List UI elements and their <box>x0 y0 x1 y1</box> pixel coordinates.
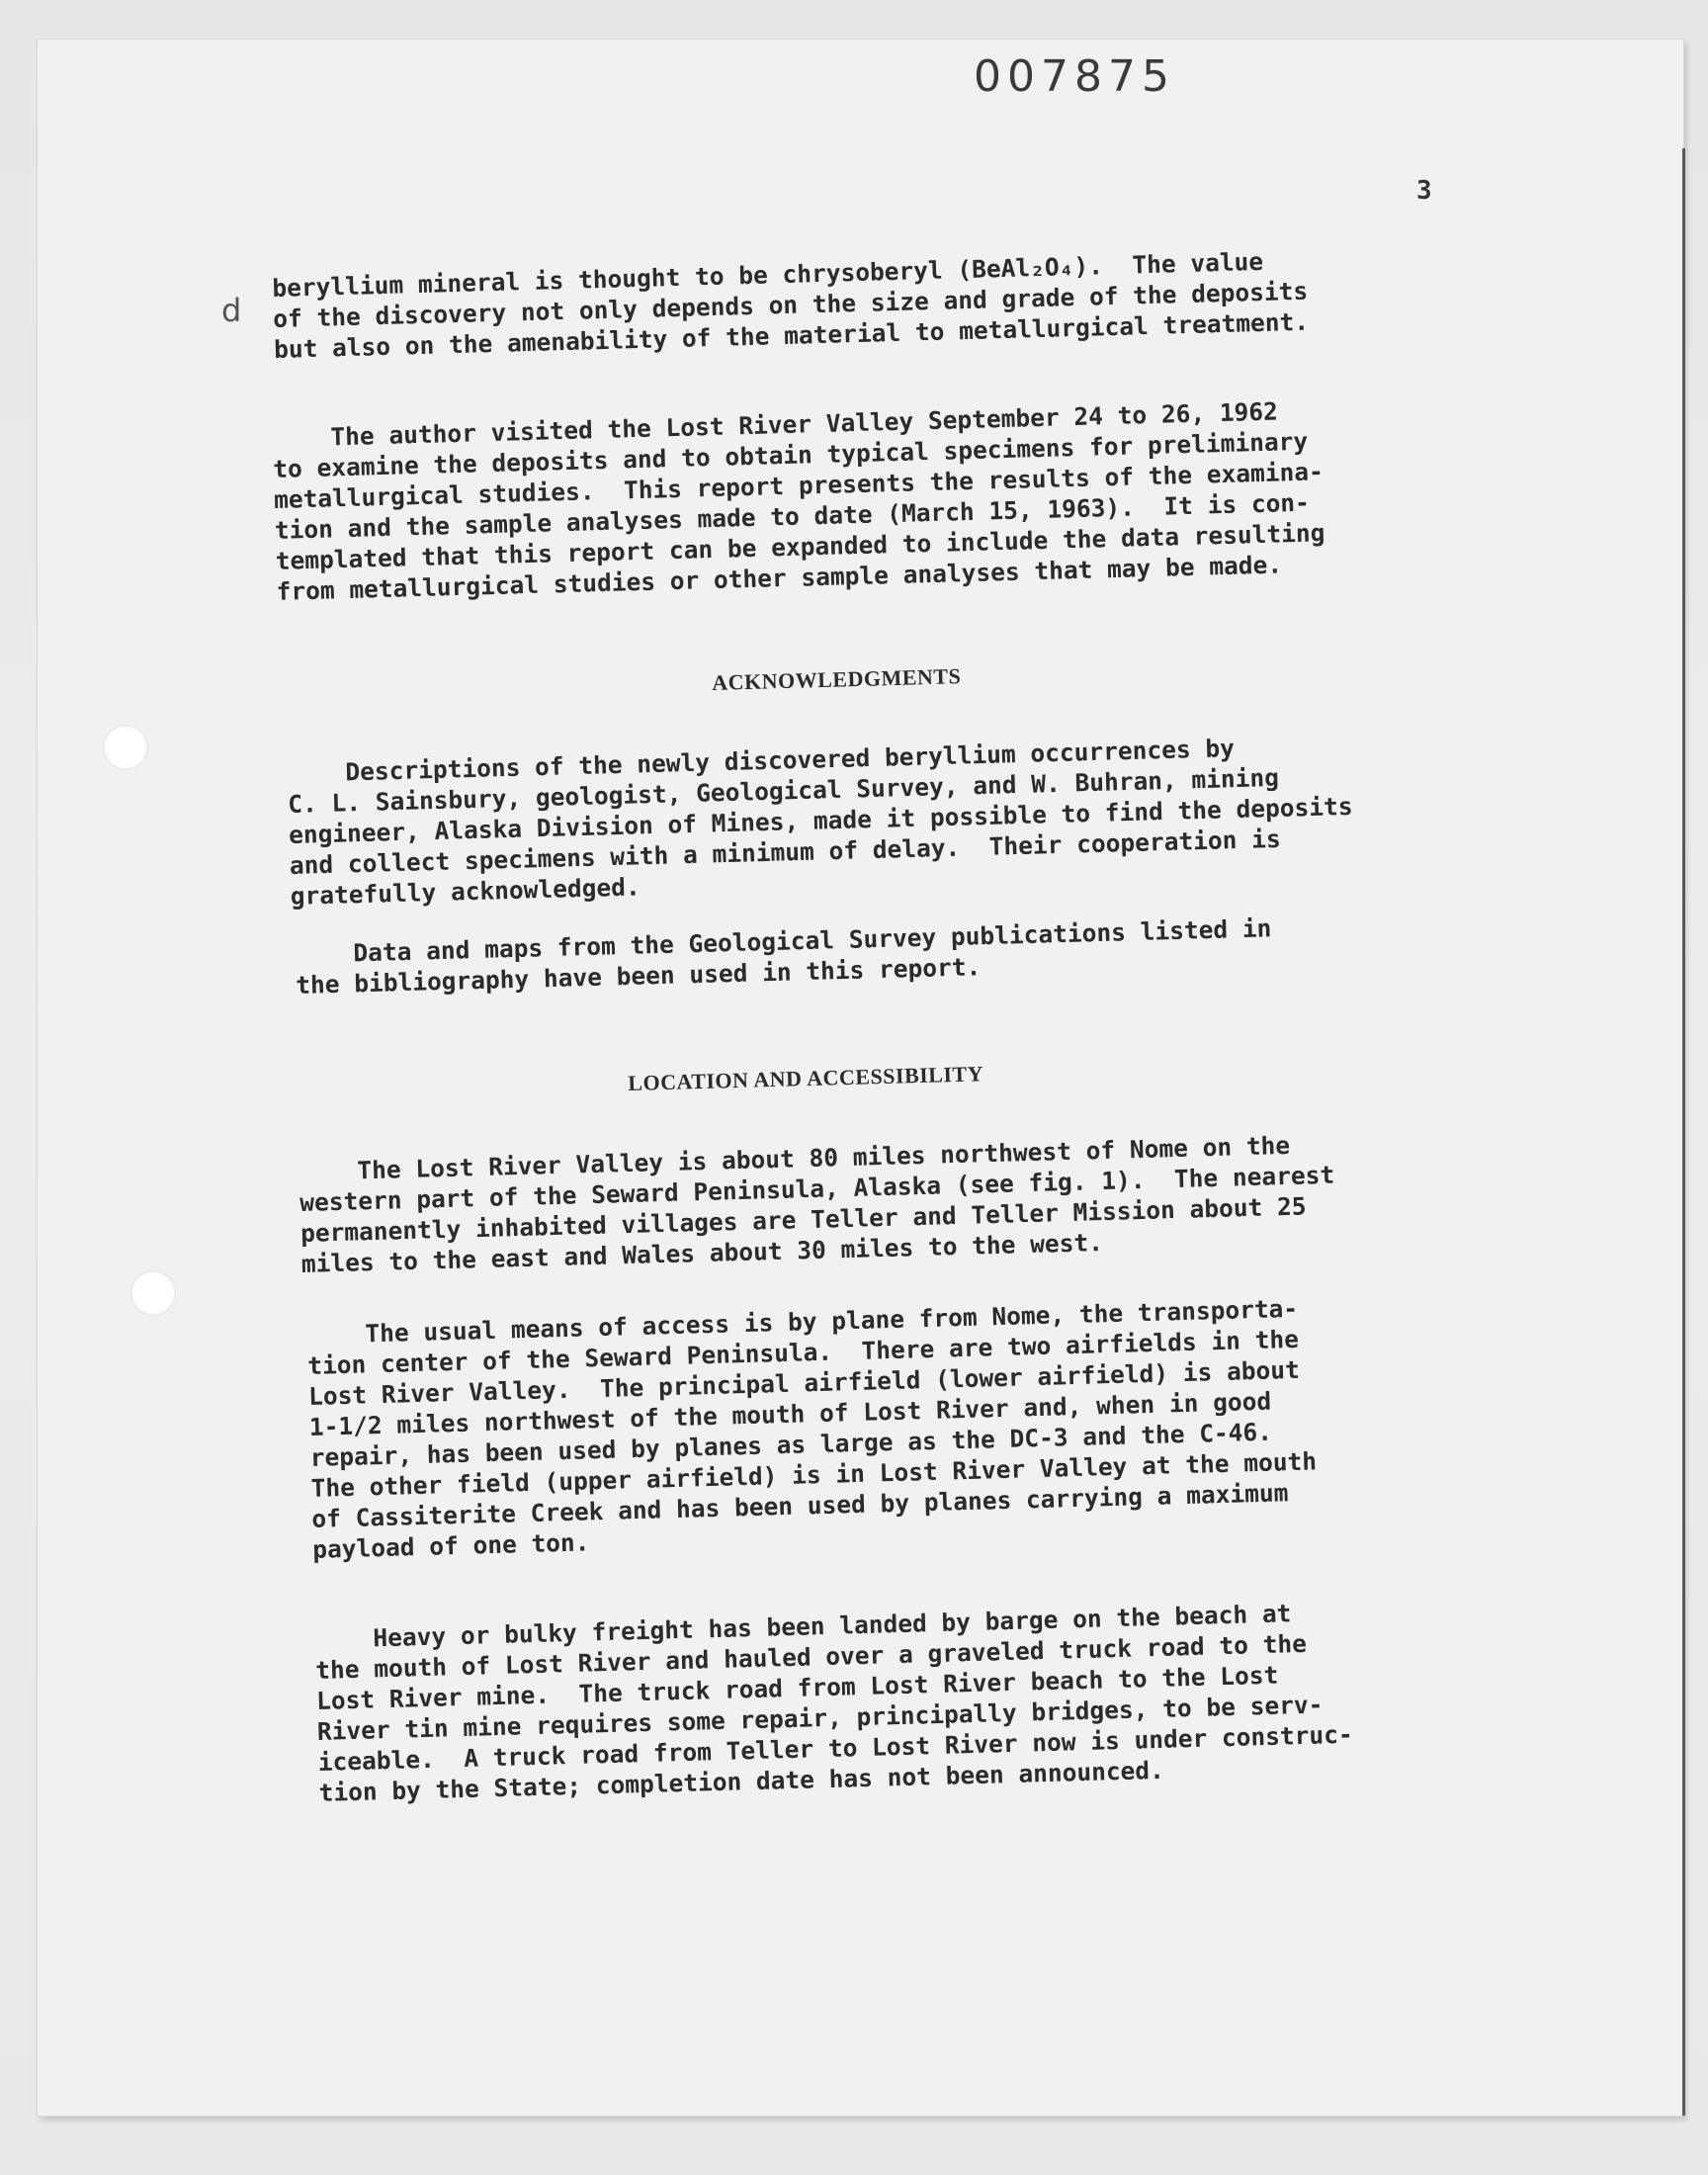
punch-hole-bottom <box>130 1270 176 1316</box>
paragraph-beryllium-mineral: beryllium mineral is thought to be chrysoberyl (BeAl₂O₄). The value of the discovery not only depends on the size and grade of the deposits but also on the amenability of the material to metallurgical treatment. <box>272 246 1310 364</box>
paragraph-author-visit: The author visited the Lost River Valley September 24 to 26, 1962 to examine the deposits and to obtain typical specimens for preliminary metallurgical studies. This report presents the results of the examina- tion and the sample analyses made to date (March 15, 1963). It is con- templated that this report can be expanded to include the data resulting from metallurgical studies or other sample analyses that may be made. <box>272 396 1325 606</box>
punch-hole-top <box>103 725 148 770</box>
page-edge-shadow <box>1682 148 1685 2116</box>
heading-location-accessibility: LOCATION AND ACCESSIBILITY <box>628 1061 984 1095</box>
paragraph-descriptions: Descriptions of the newly discovered beryllium occurrences by C. L. Sainsbury, geologist, Geological Survey, and W. Buhran, mining engineer, Alaska Division of Mines, made it possible to find the deposits and collect specimens with a minimum of delay. Their cooperation is gratefully acknowledged. <box>287 734 1353 911</box>
paragraph-means-of-access: The usual means of access is by plane from Nome, the transporta- tion center of the Seward Peninsula. There are two airfields in the Lost River Valley. The principal airfield (lower airfield) is about 1-1/2 miles northwest of the mouth of Lost River and, when in good repair, has been used by planes as large as the DC-3 and the C-46. The other field (upper airfield) is in Lost River Valley at the mouth of Cassiterite Creek and has been used by planes carrying a maximum payload of one ton. <box>306 1293 1318 1564</box>
paragraph-heavy-freight: Heavy or bulky freight has been landed by barge on the beach at the mouth of Lost River and hauled over a graveled truck road to the Lost River mine. The truck road from Lost River beach to the Lost River tin mine requires some repair, principally bridges, to be serv- iceable. A truck road from Teller to Lost River now is under construc- tion by the State; completion date has not been announced. <box>314 1599 1354 1807</box>
heading-acknowledgments: ACKNOWLEDGMENTS <box>712 663 962 695</box>
paragraph-lost-river-valley: The Lost River Valley is about 80 miles northwest of Nome on the western part of the Seward Peninsula, Alaska (see fig. 1). The nearest permanently inhabited villages are Teller and Teller Mission about 25 miles to the east and Wales about 30 miles to the west. <box>299 1130 1335 1278</box>
document-number: 007875 <box>974 51 1175 102</box>
paragraph-data-and-maps: Data and maps from the Geological Survey publications listed in the bibliography have been used in this report. <box>295 914 1272 1000</box>
page-number: 3 <box>1416 176 1432 206</box>
handwritten-margin-mark: d <box>221 292 242 329</box>
